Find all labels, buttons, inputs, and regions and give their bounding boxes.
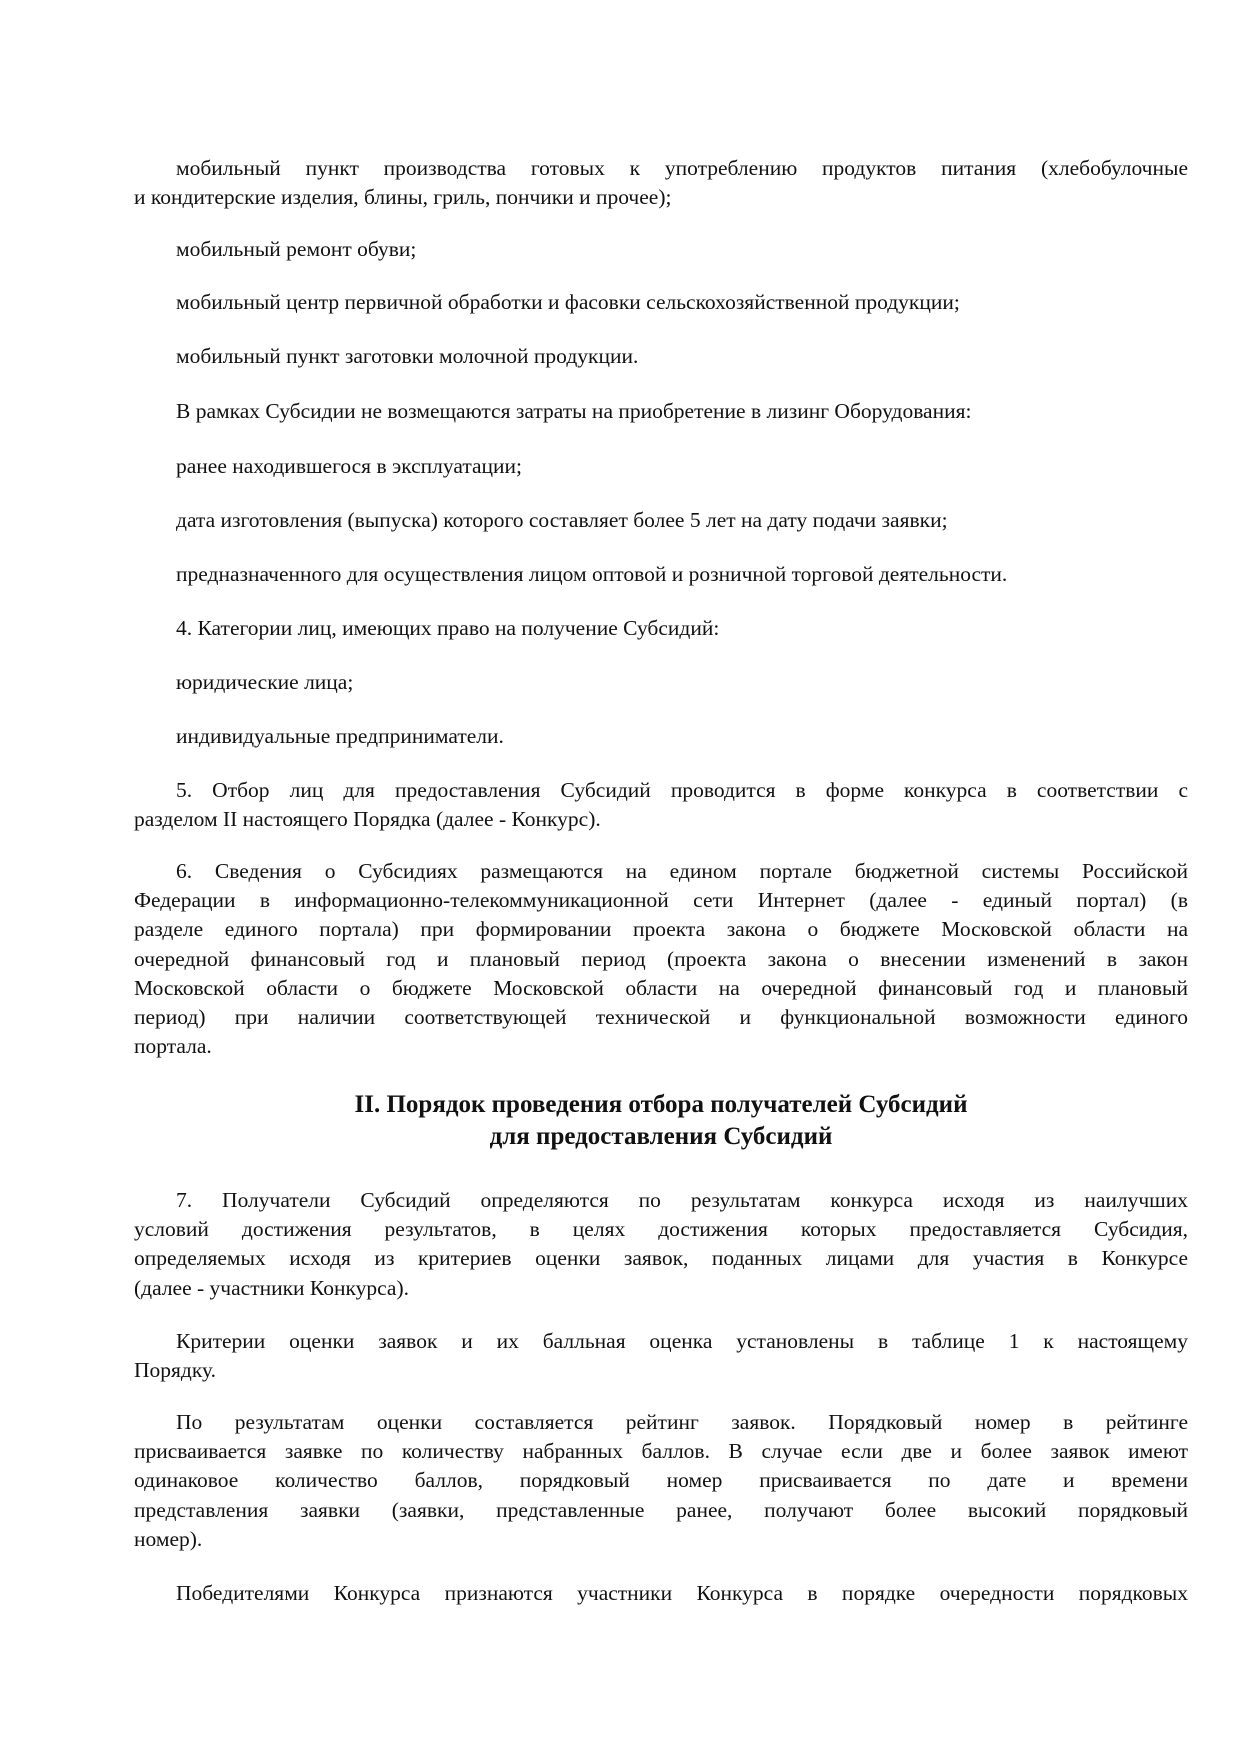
text-line: Критерии оценки заявок и их балльная оценка установлены в таблице 1 к настоящему — [176, 1329, 1188, 1353]
text-line: разделом II настоящего Порядка (далее - Конкурс). — [134, 807, 601, 832]
paragraph — [134, 1327, 1188, 1385]
paragraph — [134, 560, 1188, 589]
paragraph — [134, 342, 1188, 371]
text-line: очередной финансовый год и плановый период (проекта закона о внесении изменений в закон — [134, 946, 1188, 971]
text-line: (далее - участники Конкурса). — [134, 1275, 409, 1300]
text-line: Порядку. — [134, 1358, 216, 1383]
heading-line: для предоставления Субсидий — [489, 1123, 833, 1150]
text-line: определяемых исходя из критериев оценки заявок, поданных лицами для участия в Конкурсе — [134, 1246, 1188, 1271]
paragraph — [134, 857, 1188, 1061]
text-line: одинаковое количество баллов, порядковый номер присваивается по дате и времени — [134, 1468, 1188, 1493]
paragraph — [134, 235, 1188, 264]
heading-line: II. Порядок проведения отбора получателей Субсидий — [354, 1091, 968, 1118]
paragraph — [134, 397, 1188, 426]
paragraph — [134, 722, 1188, 751]
paragraph — [134, 154, 1188, 212]
text-line: мобильный ремонт обуви; — [176, 237, 417, 261]
text-line: 5. Отбор лиц для предоставления Субсидий проводится в форме конкурса в соответствии с — [176, 778, 1188, 802]
text-line: мобильный пункт производства готовых к употреблению продуктов питания (хлебобулочные — [176, 156, 1188, 180]
text-line: и кондитерские изделия, блины, гриль, пончики и прочее); — [134, 185, 672, 210]
text-line: 7. Получатели Субсидий определяются по результатам конкурса исходя из наилучших — [176, 1188, 1188, 1212]
paragraph — [134, 668, 1188, 697]
text-line: Федерации в информационно-телекоммуникационной сети Интернет (далее - единый портал) (в — [134, 888, 1188, 913]
text-line: дата изготовления (выпуска) которого составляет более 5 лет на дату подачи заявки; — [176, 508, 948, 532]
section-heading — [134, 1089, 1188, 1153]
text-line: присваивается заявке по количеству набранных баллов. В случае если две и более заявок имеют — [134, 1439, 1188, 1464]
text-line: предназначенного для осуществления лицом оптовой и розничной торговой деятельности. — [176, 562, 1008, 586]
text-line: разделе единого портала) при формировании проекта закона о бюджете Московской области на — [134, 917, 1188, 942]
text-line: По результатам оценки составляется рейтинг заявок. Порядковый номер в рейтинге — [176, 1410, 1188, 1434]
text-line: юридические лица; — [176, 670, 354, 694]
text-line: представления заявки (заявки, представленные ранее, получают более высокий порядковый — [134, 1497, 1188, 1522]
paragraph — [134, 288, 1188, 317]
text-line: условий достижения результатов, в целях достижения которых предоставляется Субсидия, — [134, 1217, 1188, 1242]
text-line: Победителями Конкурса признаются участники Конкурса в порядке очередности порядковых — [176, 1581, 1188, 1605]
text-line: мобильный центр первичной обработки и фасовки сельскохозяйственной продукции; — [176, 290, 960, 314]
paragraph — [134, 1186, 1188, 1303]
paragraph — [134, 1579, 1188, 1608]
text-line: мобильный пункт заготовки молочной продукции. — [176, 344, 639, 368]
text-line: В рамках Субсидии не возмещаются затраты на приобретение в лизинг Оборудования: — [176, 399, 972, 423]
text-line: Московской области о бюджете Московской области на очередной финансовый год и плановый — [134, 975, 1188, 1000]
paragraph — [134, 506, 1188, 535]
text-line: 4. Категории лиц, имеющих право на получение Субсидий: — [176, 616, 720, 640]
paragraph — [134, 776, 1188, 834]
text-line: ранее находившегося в эксплуатации; — [176, 454, 523, 478]
paragraph — [134, 452, 1188, 481]
text-line: номер). — [134, 1526, 203, 1551]
text-line: 6. Сведения о Субсидиях размещаются на едином портале бюджетной системы Российской — [176, 859, 1188, 883]
text-line: период) при наличии соответствующей технической и функциональной возможности единого — [134, 1004, 1188, 1029]
text-line: индивидуальные предприниматели. — [176, 724, 504, 748]
paragraph — [134, 1408, 1188, 1554]
text-line: портала. — [134, 1034, 212, 1059]
paragraph — [134, 614, 1188, 643]
